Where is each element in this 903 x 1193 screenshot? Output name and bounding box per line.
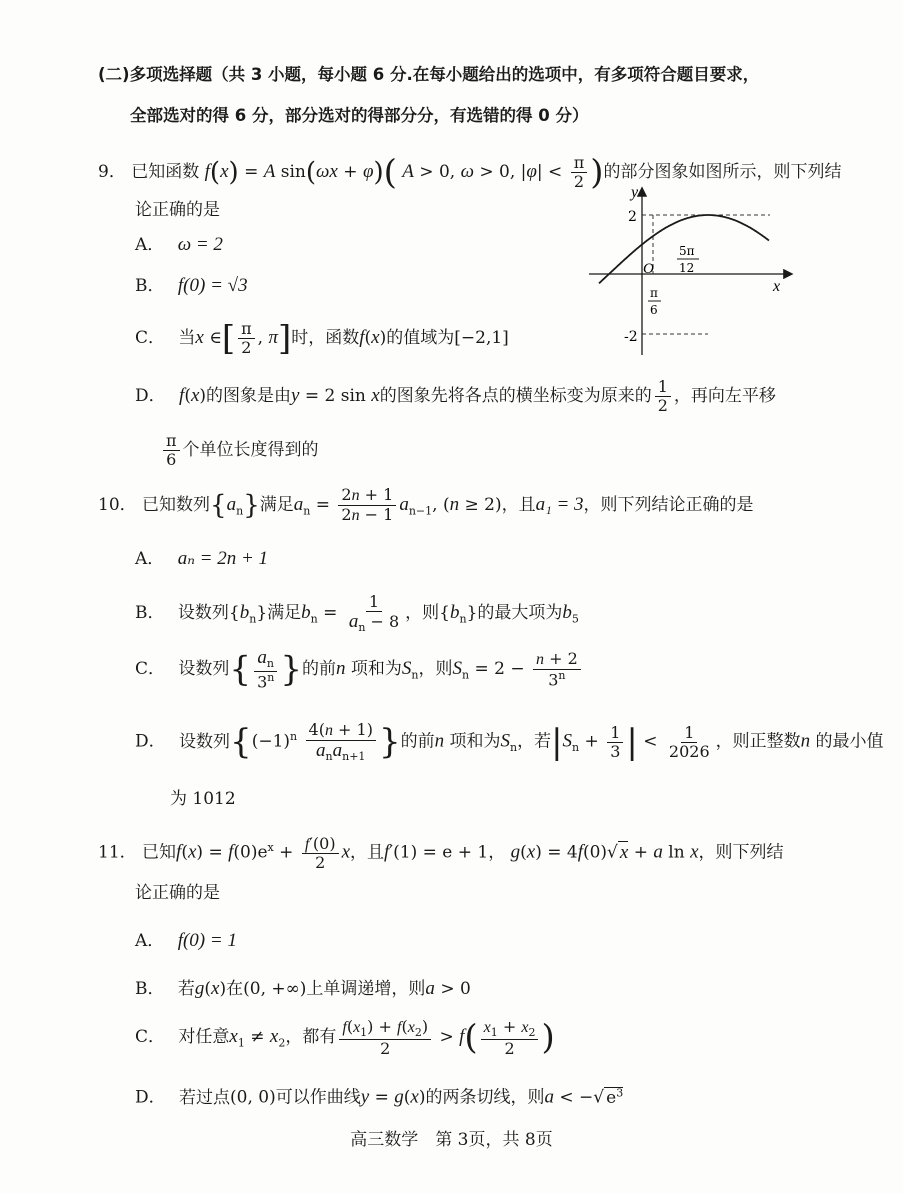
q11-option-b: B． 若g(x)在(0, +∞)上单调递增，则a > 0 <box>135 978 471 999</box>
question-number: 9． <box>98 162 126 182</box>
q9-option-a: A． ω = 2 <box>135 234 223 255</box>
q10-option-b: B． 设数列$\{b_n\}$满足$b_n$ = $\frac{1}{a_n - 8}$ ，则$\{b_n\}$的最大项为$b_5$ <box>135 592 579 634</box>
question-9-stem-cont: 论正确的是 <box>135 200 220 220</box>
q9-option-b: B． f(0) = √3 <box>135 275 248 296</box>
svg-text:5π: 5π <box>679 244 695 258</box>
svg-text:π: π <box>650 286 658 300</box>
question-11-stem: 11． 已知$f(x) = f(0)e^x$ + $\frac{f'(0)}{2}$ x，且f′(1) = e + 1， g(x) = 4f(0)√ x + a ln x，则下列结 <box>98 833 784 873</box>
q11-option-a: A． f(0) = 1 <box>135 930 237 951</box>
tick-5pi-12 <box>677 244 699 275</box>
q10-option-d-cont: 为 1012 <box>170 789 236 809</box>
tick-pi-6 <box>648 286 661 317</box>
q9-option-d: D． f(x)的图象是由y = 2 sin x的图象先将各点的横坐标变为原来的 $\frac{1}{2}$ ，再向左平移 <box>135 377 776 415</box>
section-header-line1: (二)多项选择题（共 3 小题，每小题 6 分.在每小题给出的选项中，有多项符合题目要求， <box>98 65 760 84</box>
q9-option-c: C． 当x ∈[ $\frac{\pi}{2}$ , π]时，函数f(x)的值域为[−2,1] <box>135 318 509 359</box>
q9-option-d-cont: $\frac{\pi}{6}$ 个单位长度得到的 <box>160 430 319 470</box>
x-axis-label: x <box>773 278 781 295</box>
question-10-stem: 10． 已知数列$\{a_n\}$满足$a_n$ = $\frac{2n + 1}{2n - 1}$ $a_{n-1}$, (n ≥ 2)，且a₁ = 3，则下列结论正确的是 <box>98 485 754 524</box>
q10-option-c: C． 设数列{ $\frac{a_n}{3^n}$ }的前n 项和为$S_n$，则$S_n = 2$ − $\frac{n + 2}{3^n}$ <box>135 647 584 697</box>
sine-graph <box>587 183 797 358</box>
section-header-line2: 全部选对的得 6 分，部分选对的得部分分，有选错的得 0 分） <box>130 106 589 125</box>
q11-option-c: C． 对任意$x_1 \ne x_2$，都有 $\frac{f(x_1) + f(x_2)}{2}$ > f( $\frac{x_1 + x_2}{2}$ ) <box>135 1016 555 1058</box>
svg-text:6: 6 <box>650 303 658 317</box>
y-tick-2: 2 <box>628 209 637 225</box>
q10-option-d: D． 设数列{$(-1)^n$ $\frac{4(n + 1)}{a_na_{n+1}}$ }的前n 项和为$S_n$，若$|S_n$ + $\frac{1}{3}$ | < $\frac{1}{2026}$ ，则正整数n 的最小值 <box>135 720 884 763</box>
y-axis-label: y <box>631 184 639 201</box>
question-11-stem-cont: 论正确的是 <box>135 883 220 903</box>
q11-option-d: D． 若过点(0, 0)可以作曲线y = g(x)的两条切线，则a < −√ $e^3$ <box>135 1086 624 1108</box>
y-tick-neg2: -2 <box>624 329 638 345</box>
page-footer: 高三数学 第 3页，共 8页 <box>350 1130 553 1150</box>
q10-option-a: A． aₙ = 2n + 1 <box>135 548 269 569</box>
question-9-stem: 9． 已知函数 f(x) = A sin(ωx + φ)( A > 0, ω > 0, |φ| < $\frac{\pi}{2}$ )的部分图象如图所示，则下列结 <box>98 152 842 193</box>
svg-text:12: 12 <box>679 261 695 275</box>
origin-label: O <box>643 261 654 277</box>
